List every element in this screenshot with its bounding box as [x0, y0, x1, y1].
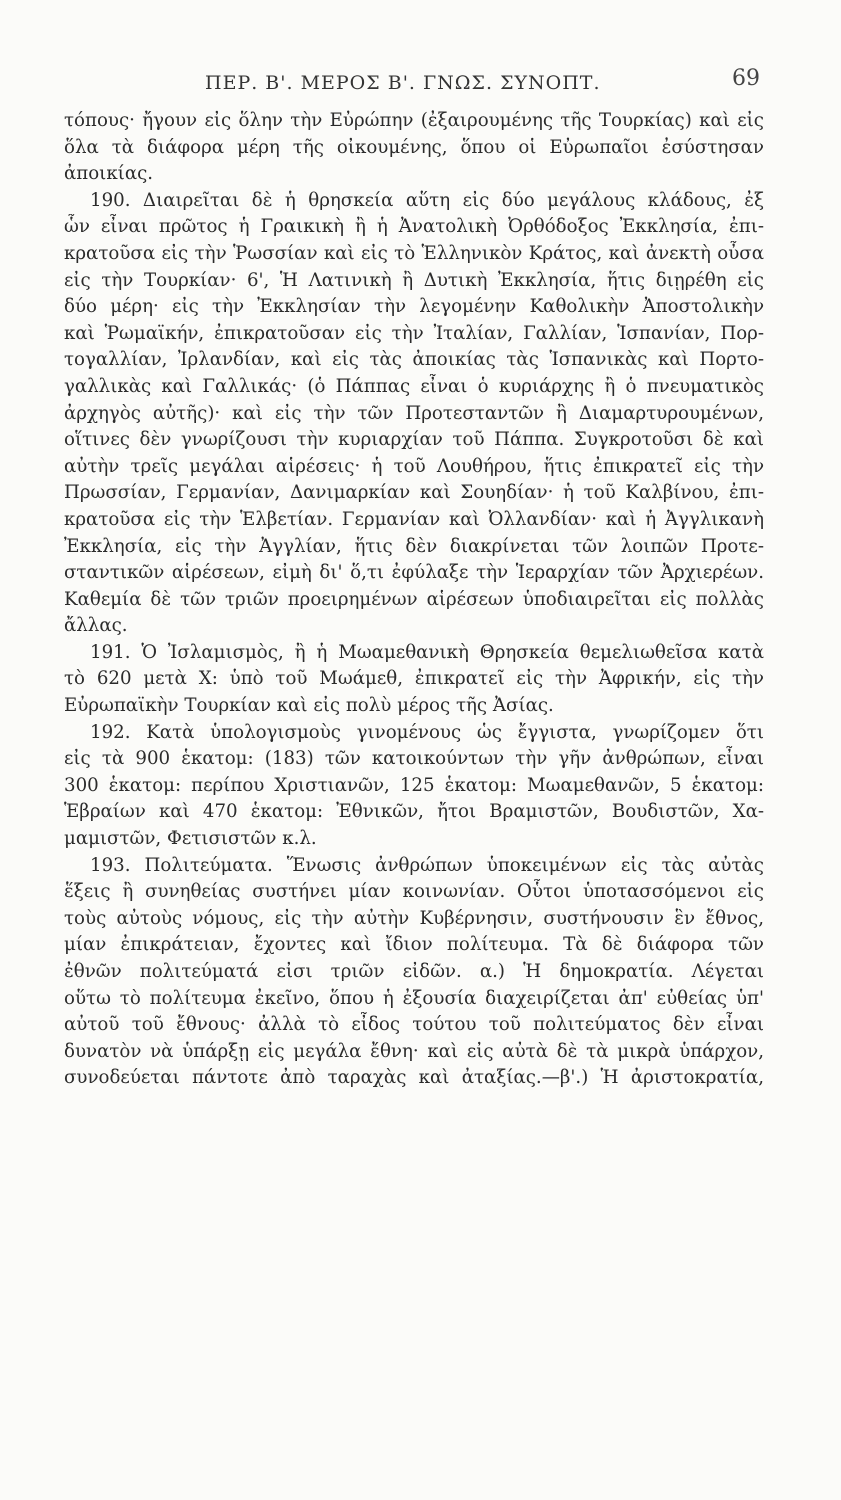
page-number: 69 — [732, 66, 760, 91]
text-line: Εὐρωπαϊκὴν Τουρκίαν καὶ εἰς πολὺ μέρος τῆς Ἀσίας. — [64, 695, 554, 717]
text-line: ἕξεις ἢ συνηθείας συστήνει μίαν κοινωνίαν. Οὗτοι ὑποτασσόμενοι εἰς — [64, 881, 764, 903]
text-line: ἀρχηγὸς αὐτῆς)· καὶ εἰς τὴν τῶν Προτεσταντῶν ἢ Διαμαρτυρουμένων, — [64, 402, 764, 424]
text-line: δύο μέρη· εἰς τὴν Ἐκκλησίαν τὴν λεγομένην Καθολικὴν Ἀποστολικὴν — [64, 296, 764, 318]
paragraph-191-start: 191. Ὁ Ἰσλαμισμὸς, ἢ ἡ Μωαμεθανικὴ Θρησκεία θεμελιωθεῖσα κατὰ — [90, 641, 764, 663]
page-header — [110, 66, 760, 106]
paragraph-192-start: 192. Κατὰ ὑπολογισμοὺς γινομένους ὡς ἔγγιστα, γνωρίζομεν ὅτι — [90, 721, 764, 743]
text-line: εἰς τὴν Τουρκίαν· 6', Ἡ Λατινικὴ ἢ Δυτικὴ Ἐκκλησία, ἥτις διῃρέθη εἰς — [64, 269, 764, 291]
text-line: καὶ Ῥωμαϊκήν, ἐπικρατοῦσαν εἰς τὴν Ἰταλίαν, Γαλλίαν, Ἱσπανίαν, Πορ- — [64, 322, 764, 344]
paragraph-190-start: 190. Διαιρεῖται δὲ ἡ θρησκεία αὕτη εἰς δύο μεγάλους κλάδους, ἐξ — [90, 189, 764, 211]
text-line: Ἑβραίων καὶ 470 ἑκατομ: Ἐθνικῶν, ἤτοι Βραμιστῶν, Βουδιστῶν, Χα- — [64, 801, 764, 823]
running-title: ΠΕΡ. Β'. ΜΕΡΟΣ Β'. ΓΝΩΣ. ΣΥΝΟΠΤ. — [205, 72, 601, 94]
text-line: οἵτινες δὲν γνωρίζουσι τὴν κυριαρχίαν τοῦ Πάππα. Συγκροτοῦσι δὲ καὶ — [64, 429, 764, 451]
text-line: τογαλλίαν, Ἰρλανδίαν, καὶ εἰς τὰς ἀποικίας τὰς Ἱσπανικὰς καὶ Πορτο- — [64, 349, 764, 371]
text-line: ἄλλας. — [64, 615, 128, 637]
text-line: ἐθνῶν πολιτεύματά εἰσι τριῶν εἰδῶν. α.) Ἡ δημοκρατία. Λέγεται — [64, 961, 764, 982]
text-line: κρατοῦσα εἰς τὴν Ἑλβετίαν. Γερμανίαν καὶ Ὀλλανδίαν· καὶ ἡ Ἀγγλικανὴ — [64, 508, 764, 530]
text-line: Ἐκκλησία, εἰς τὴν Ἀγγλίαν, ἥτις δὲν διακρίνεται τῶν λοιπῶν Προτε- — [64, 535, 764, 557]
text-line: αὐτοῦ τοῦ ἔθνους· ἀλλὰ τὸ εἶδος τούτου τοῦ πολιτεύματος δὲν εἶναι — [64, 1014, 764, 1036]
text-line: μίαν ἐπικράτειαν, ἔχοντες καὶ ἴδιον πολίτευμα. Τὰ δὲ διάφορα τῶν — [64, 934, 764, 956]
text-line: γαλλικὰς καὶ Γαλλικάς· (ὁ Πάππας εἶναι ὁ κυριάρχης ἢ ὁ πνευματικὸς — [64, 375, 764, 397]
text-line: 300 ἑκατομ: περίπου Χριστιανῶν, 125 ἑκατομ: Μωαμεθανῶν, 5 ἑκατομ: — [64, 774, 764, 796]
text-line: σταντικῶν αἱρέσεων, εἰμὴ δι' ὅ,τι ἐφύλαξε τὴν Ἱεραρχίαν τῶν Ἀρχιερέων. — [64, 562, 764, 584]
text-line: Πρωσσίαν, Γερμανίαν, Δανιμαρκίαν καὶ Σουηδίαν· ἡ τοῦ Καλβίνου, ἐπι- — [64, 482, 764, 504]
text-line: ὧν εἶναι πρῶτος ἡ Γραικικὴ ἢ ἡ Ἀνατολικὴ Ὀρθόδοξος Ἐκκλησία, ἐπι- — [64, 216, 764, 238]
text-line: τοὺς αὐτοὺς νόμους, εἰς τὴν αὐτὴν Κυβέρνησιν, συστήνουσιν ἓν ἔθνος, — [64, 907, 764, 929]
text-line: ὅλα τὰ διάφορα μέρη τῆς οἰκουμένης, ὅπου οἱ Εὐρωπαῖοι ἐσύστησαν — [64, 136, 764, 158]
text-line: τὸ 620 μετὰ Χ: ὑπὸ τοῦ Μωάμεθ, ἐπικρατεῖ εἰς τὴν Ἀφρικήν, εἰς τὴν — [64, 668, 764, 690]
text-line: συνοδεύεται πάντοτε ἀπὸ ταραχὰς καὶ ἀταξίας.—β'.) Ἡ ἀριστοκρατία, — [64, 1067, 764, 1089]
body-text — [64, 108, 764, 1092]
paragraph-193-start: 193. Πολιτεύματα. Ἕνωσις ἀνθρώπων ὑποκειμένων εἰς τὰς αὐτὰς — [90, 854, 764, 876]
text-line: Καθεμία δὲ τῶν τριῶν προειρημένων αἱρέσεων ὑποδιαιρεῖται εἰς πολλὰς — [64, 588, 764, 610]
text-line: εἰς τὰ 900 ἑκατομ: (183) τῶν κατοικούντων τὴν γῆν ἀνθρώπων, εἶναι — [64, 748, 764, 770]
text-line: τόπους· ἤγουν εἰς ὅλην τὴν Εὐρώπην (ἐξαιρουμένης τῆς Τουρκίας) καὶ εἰς — [64, 110, 764, 131]
text-line: οὕτω τὸ πολίτευμα ἐκεῖνο, ὅπου ἡ ἐξουσία διαχειρίζεται ἀπ' εὐθείας ὑπ' — [64, 987, 764, 1009]
text-line: αὐτὴν τρεῖς μεγάλαι αἱρέσεις· ἡ τοῦ Λουθήρου, ἥτις ἐπικρατεῖ εἰς τὴν — [64, 455, 764, 477]
text-line: ἀποικίας. — [64, 163, 154, 185]
text-line: κρατοῦσα εἰς τὴν Ῥωσσίαν καὶ εἰς τὸ Ἑλληνικὸν Κράτος, καὶ ἀνεκτὴ οὖσα — [64, 242, 764, 264]
text-line: δυνατὸν νὰ ὑπάρξῃ εἰς μεγάλα ἔθνη· καὶ εἰς αὐτὰ δὲ τὰ μικρὰ ὑπάρχον, — [64, 1040, 764, 1062]
text-line: μαμιστῶν, Φετισιστῶν κ.λ. — [64, 828, 317, 850]
